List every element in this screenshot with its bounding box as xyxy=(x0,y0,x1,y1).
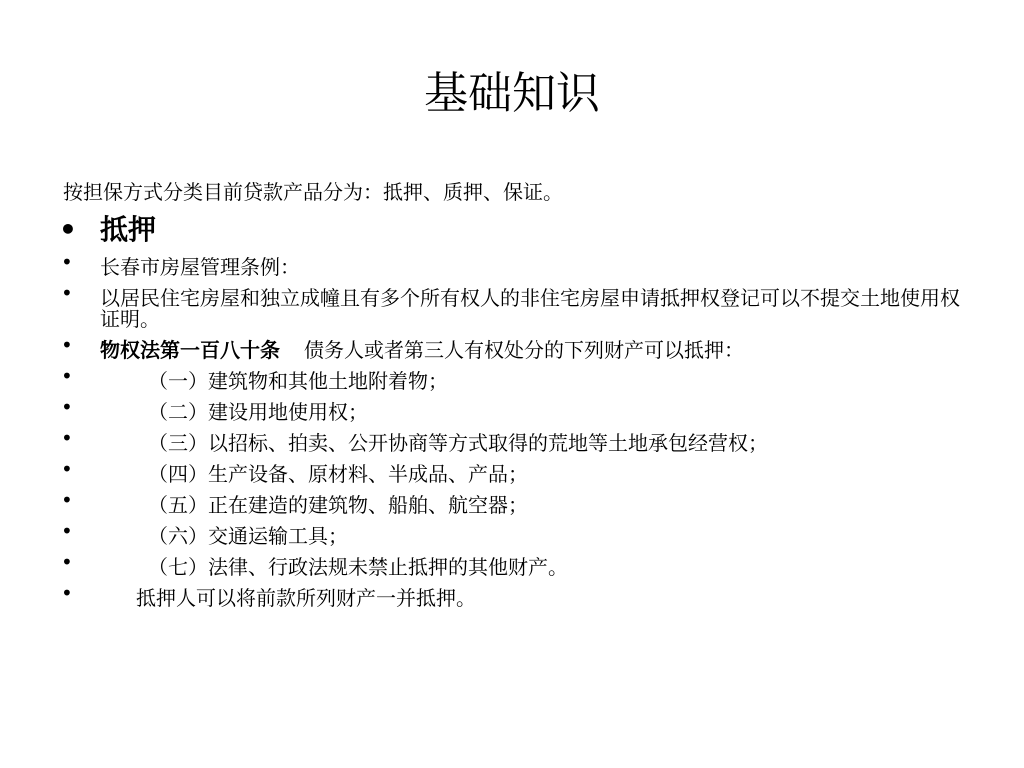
list-item-text: （五）正在建造的建筑物、船舶、航空器； xyxy=(148,493,528,517)
list-item-text: （一）建筑物和其他土地附着物； xyxy=(148,369,448,393)
list-item-text: 抵押人可以将前款所列财产一并抵押。 xyxy=(136,586,476,610)
bullet-icon: • xyxy=(59,213,77,246)
list-item xyxy=(58,366,958,397)
list-item xyxy=(58,521,958,552)
list-item-text: （四）生产设备、原材料、半成品、产品； xyxy=(148,462,528,486)
bullet-icon: • xyxy=(61,426,73,450)
list-item xyxy=(58,552,958,583)
list-item-text: 长春市房屋管理条例： xyxy=(100,255,300,279)
bullet-icon: • xyxy=(61,395,73,419)
list-item xyxy=(58,397,958,428)
list-item-text: （六）交通运输工具； xyxy=(148,524,348,548)
bullet-icon: • xyxy=(61,281,73,305)
list-item-text: 以居民住宅房屋和独立成幢且有多个所有权人的非住宅房屋申请抵押权登记可以不提交土地使用权证明。 xyxy=(100,286,960,331)
bullet-icon: • xyxy=(61,364,73,388)
bullet-icon: • xyxy=(61,488,73,512)
law-article-label: 物权法第一百八十条 xyxy=(100,338,280,362)
list-item-text: 债务人或者第三人有权处分的下列财产可以抵押： xyxy=(304,338,744,362)
bullet-icon: • xyxy=(61,250,73,274)
list-item xyxy=(58,490,958,521)
list-item xyxy=(58,428,958,459)
bullet-icon: • xyxy=(61,333,73,357)
list-item xyxy=(58,459,958,490)
bullet-icon: • xyxy=(61,581,73,605)
list-item-text: （三）以招标、拍卖、公开协商等方式取得的荒地等土地承包经营权； xyxy=(148,431,768,455)
bullet-icon: • xyxy=(61,550,73,574)
slide-title: 基础知识 xyxy=(424,68,600,119)
bullet-icon: • xyxy=(61,457,73,481)
list-item xyxy=(58,252,958,283)
list-item-heading xyxy=(58,212,958,252)
bullet-icon: • xyxy=(61,519,73,543)
list-item-text: 抵押 xyxy=(100,213,157,246)
intro-text: 按担保方式分类目前贷款产品分为：抵押、质押、保证。 xyxy=(63,180,563,204)
bullet-list xyxy=(58,212,958,614)
list-item-text: （二）建设用地使用权； xyxy=(148,400,368,424)
list-item xyxy=(58,335,958,366)
list-item-text: （七）法律、行政法规未禁止抵押的其他财产。 xyxy=(148,555,568,579)
list-item xyxy=(58,283,958,335)
list-item xyxy=(58,583,958,614)
